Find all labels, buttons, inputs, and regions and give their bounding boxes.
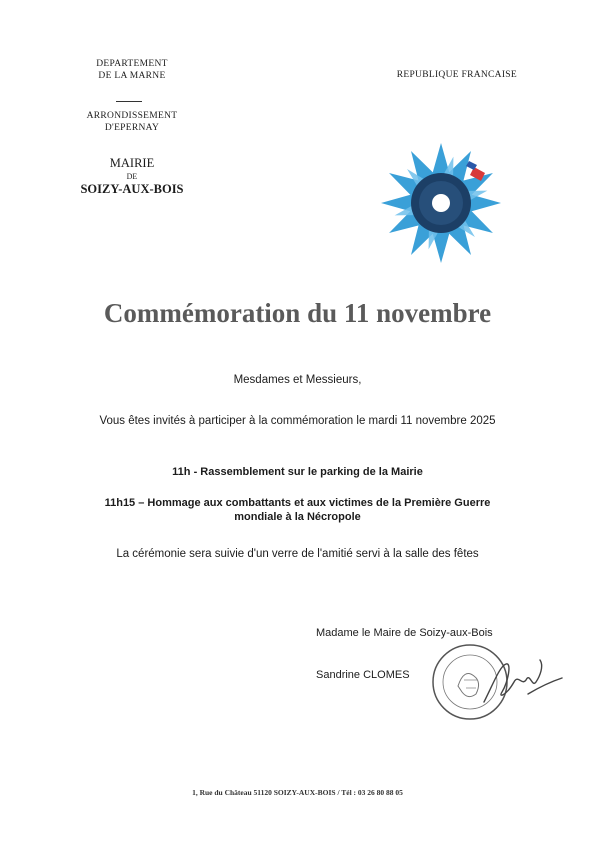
salutation: Mesdames et Messieurs, bbox=[233, 374, 362, 386]
mairie-stamp-and-signature bbox=[428, 636, 568, 728]
program-item-2-line-2: mondiale à la Nécropole bbox=[234, 511, 361, 523]
mairie-label: MAIRIE bbox=[109, 156, 155, 170]
program-item-2-line-1: 11h15 – Hommage aux combattants et aux victimes de la Première Guerre bbox=[104, 497, 491, 509]
program-item-1: 11h - Rassemblement sur le parking de la Mairie bbox=[172, 466, 423, 478]
signatory-name: Sandrine CLOMES bbox=[316, 669, 410, 681]
closing-text: La cérémonie sera suivie d'un verre de l'amitié servi à la salle des fêtes bbox=[116, 548, 479, 560]
republique-label: REPUBLIQUE FRANCAISE bbox=[396, 70, 517, 80]
page-title: Commémoration du 11 novembre bbox=[103, 298, 492, 328]
arrondissement-name: D'EPERNAY bbox=[104, 123, 160, 133]
footer-address: 1, Rue du Château 51120 SOIZY-AUX-BOIS / Tél : 03 26 80 88 05 bbox=[192, 788, 403, 797]
header-divider bbox=[116, 101, 142, 102]
signatory-role: Madame le Maire de Soizy-aux-Bois bbox=[316, 627, 493, 639]
mairie-de-label: DE bbox=[126, 172, 138, 181]
commune-name: SOIZY-AUX-BOIS bbox=[80, 182, 184, 196]
departement-label: DEPARTEMENT bbox=[96, 59, 168, 69]
invitation-text: Vous êtes invités à participer à la commémoration le mardi 11 novembre 2025 bbox=[99, 415, 496, 427]
departement-name: DE LA MARNE bbox=[98, 71, 166, 81]
arrondissement-label: ARRONDISSEMENT bbox=[86, 111, 178, 121]
bleuet-flower-logo-icon bbox=[378, 140, 504, 266]
